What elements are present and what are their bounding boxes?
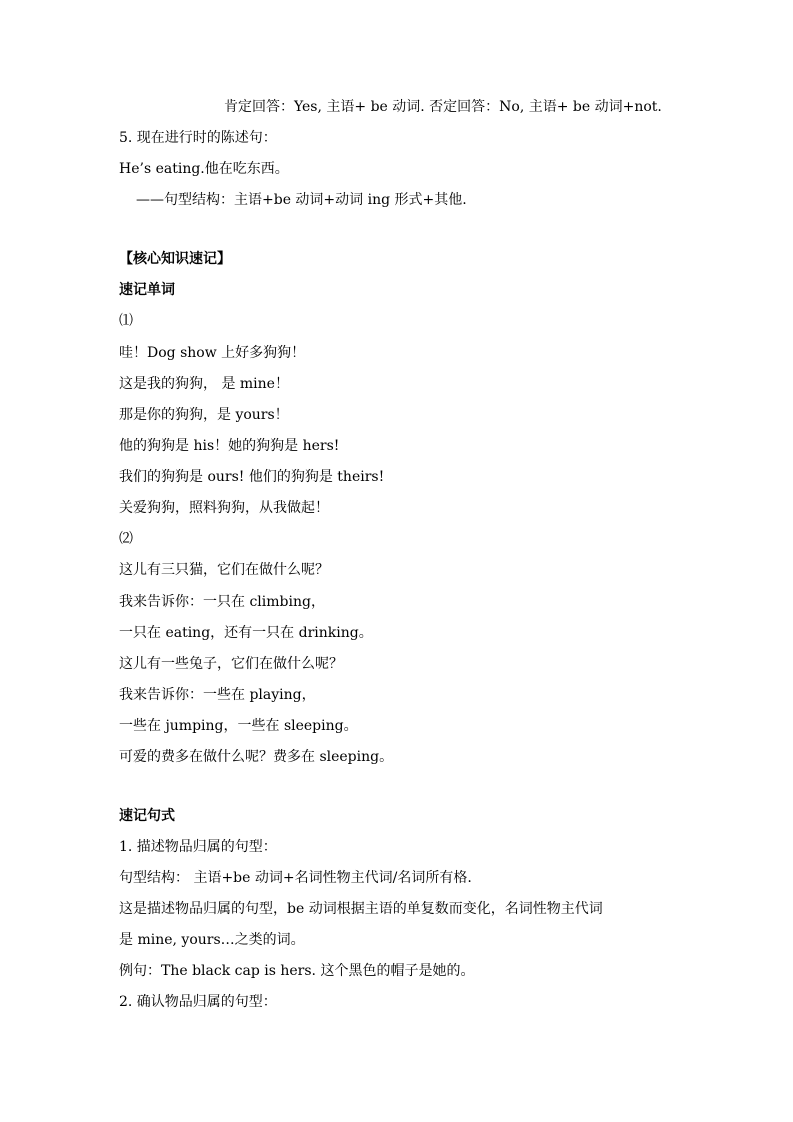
- vocabulary-heading: 速记单词: [119, 282, 175, 298]
- rhyme-line: 他的狗狗是 his！她的狗狗是 hers!: [119, 438, 340, 454]
- rhyme-line: 一只在 eating，还有一只在 drinking。: [119, 625, 373, 641]
- example-sentence: He’s eating.他在吃东西。: [119, 161, 289, 177]
- rhyme-line: 我们的狗狗是 ours! 他们的狗狗是 theirs!: [119, 469, 385, 485]
- pattern-1-heading: 1. 描述物品归属的句型：: [119, 839, 277, 855]
- rhyme-line: 一些在 jumping，一些在 sleeping。: [119, 718, 358, 734]
- pattern-2-heading: 2. 确认物品归属的句型：: [119, 994, 277, 1010]
- rhyme-line: 这是我的狗狗， 是 mine！: [119, 376, 289, 392]
- rhyme-line: 关爱狗狗，照料狗狗，从我做起！: [119, 500, 329, 516]
- rhyme-line: 可爱的费多在做什么呢？费多在 sleeping。: [119, 749, 394, 765]
- pattern-example: 例句：The black cap is hers. 这个黑色的帽子是她的。: [119, 963, 475, 979]
- rhyme-line: 这儿有一些兔子，它们在做什么呢？: [119, 656, 343, 672]
- rhyme-line: 我来告诉你：一些在 playing，: [119, 687, 316, 703]
- pattern-structure: 句型结构： 主语+be 动词+名词性物主代词/名词所有格.: [119, 870, 472, 886]
- rhyme-line: 这儿有三只猫，它们在做什么呢？: [119, 562, 329, 578]
- sentence-patterns-heading: 速记句式: [119, 808, 175, 824]
- section-5-heading: 5. 现在进行时的陈述句：: [119, 130, 277, 146]
- item-number-2: ⑵: [119, 531, 133, 547]
- item-number-1: ⑴: [119, 313, 133, 329]
- core-knowledge-heading: 【核心知识速记】: [119, 251, 231, 267]
- rhyme-line: 那是你的狗狗，是 yours！: [119, 407, 289, 423]
- rhyme-line: 哇！Dog show 上好多狗狗！: [119, 345, 306, 361]
- pattern-explanation: 这是描述物品归属的句型，be 动词根据主语的单复数而变化，名词性物主代词: [119, 901, 603, 917]
- pattern-explanation-cont: 是 mine, yours…之类的词。: [119, 932, 305, 948]
- sentence-structure-line: ——句型结构：主语+be 动词+动词 ing 形式+其他.: [136, 192, 467, 208]
- rhyme-line: 我来告诉你：一只在 climbing，: [119, 594, 325, 610]
- answer-pattern-line: 肯定回答：Yes, 主语+ be 动词. 否定回答：No, 主语+ be 动词+not.: [224, 99, 662, 115]
